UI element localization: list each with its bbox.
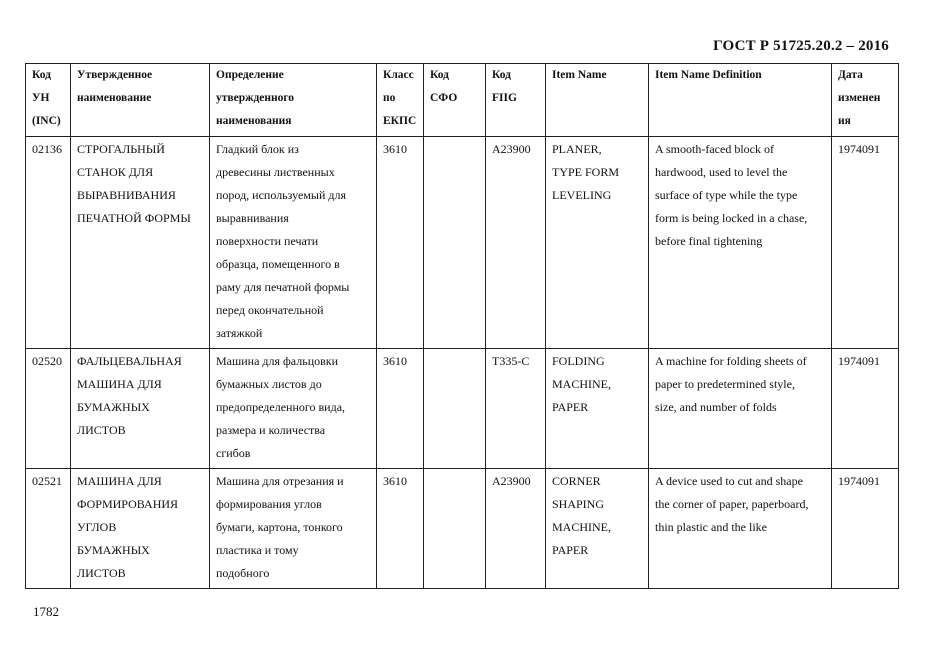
cell-approved-name: МАШИНА ДЛЯ ФОРМИРОВАНИЯ УГЛОВ БУМАЖНЫХ ЛИСТОВ [71,469,210,589]
cell-sfo-code [424,469,486,589]
cell-item-name-definition: A device used to cut and shape the corner of paper, paperboard, thin plastic and the like [649,469,832,589]
page-number: 1782 [33,604,59,619]
column-header-fiig-code: Код FIIG [486,64,546,137]
table-row [26,469,899,589]
cell-approved-name: СТРОГАЛЬНЫЙ СТАНОК ДЛЯ ВЫРАВНИВАНИЯ ПЕЧАТНОЙ ФОРМЫ [71,137,210,349]
cell-item-name: CORNER SHAPING MACHINE, PAPER [546,469,649,589]
cell-change-date: 1974091 [832,137,899,349]
cell-item-name-definition: A smooth-faced block of hardwood, used to level the surface of type while the type form is being locked in a chase, before final tightening [649,137,832,349]
cell-definition: Машина для отрезания и формирования углов бумаги, картона, тонкого пластика и тому подобного [210,469,377,589]
table-row [26,137,899,349]
cell-change-date: 1974091 [832,469,899,589]
column-header-item-name-definition: Item Name Definition [649,64,832,137]
inc-items-table [25,63,899,589]
cell-inc-code: 02136 [26,137,71,349]
table-row [26,349,899,469]
cell-fiig-code: A23900 [486,137,546,349]
cell-sfo-code [424,137,486,349]
cell-inc-code: 02521 [26,469,71,589]
column-header-sfo-code: Код СФО [424,64,486,137]
column-header-ekps-class: Класс по ЕКПС [377,64,424,137]
cell-ekps-class: 3610 [377,349,424,469]
column-header-definition: Определение утвержденного наименования [210,64,377,137]
cell-approved-name: ФАЛЬЦЕВАЛЬНАЯ МАШИНА ДЛЯ БУМАЖНЫХ ЛИСТОВ [71,349,210,469]
cell-item-name: PLANER, TYPE FORM LEVELING [546,137,649,349]
cell-fiig-code: A23900 [486,469,546,589]
cell-ekps-class: 3610 [377,469,424,589]
cell-fiig-code: T335-C [486,349,546,469]
column-header-item-name: Item Name [546,64,649,137]
column-header-change-date: Дата изменен ия [832,64,899,137]
cell-item-name: FOLDING MACHINE, PAPER [546,349,649,469]
cell-item-name-definition: A machine for folding sheets of paper to predetermined style, size, and number of folds [649,349,832,469]
cell-definition: Машина для фальцовки бумажных листов до предопределенного вида, размера и количества сгибов [210,349,377,469]
cell-definition: Гладкий блок из древесины лиственных пород, используемый для выравнивания поверхности печати образца, помещенного в раму для печатной формы перед окончательной затяжкой [210,137,377,349]
cell-sfo-code [424,349,486,469]
column-header-inc-code: Код УН (INC) [26,64,71,137]
column-header-approved-name: Утвержденное наименование [71,64,210,137]
table-header-row [26,64,899,137]
cell-ekps-class: 3610 [377,137,424,349]
document-standard-header: ГОСТ Р 51725.20.2 – 2016 [713,38,889,54]
cell-change-date: 1974091 [832,349,899,469]
cell-inc-code: 02520 [26,349,71,469]
